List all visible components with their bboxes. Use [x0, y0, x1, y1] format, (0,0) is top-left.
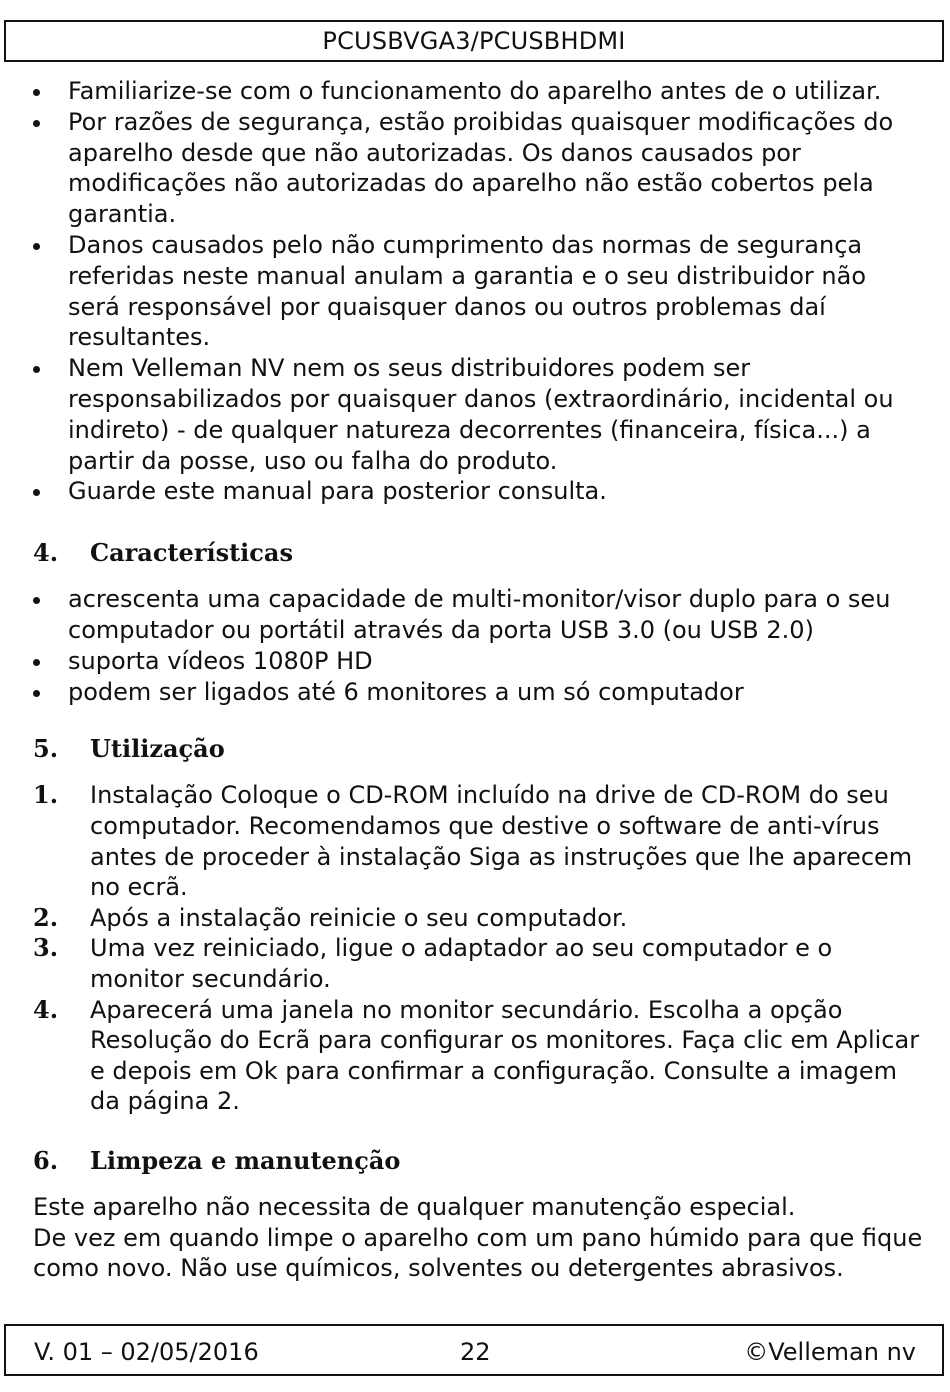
- section-heading-usage: 5. Utilização: [33, 734, 225, 764]
- bullet-icon: [33, 243, 40, 250]
- bullet-icon: [33, 366, 40, 373]
- bullet-icon: [33, 489, 40, 496]
- list-item: Guarde este manual para posterior consulta.: [33, 476, 923, 507]
- bullet-icon: [33, 120, 40, 127]
- usage-step-list: [33, 780, 923, 1117]
- list-item: Nem Velleman NV nem os seus distribuidores podem ser responsabilizados por quaisquer danos (extraordinário, incidental ou indireto) - de qualquer natureza decorrentes (financeira, física...) a partir da posse, uso ou falha do produto.: [33, 353, 923, 476]
- bullet-icon: [33, 89, 40, 96]
- list-item: suporta vídeos 1080P HD: [33, 646, 923, 677]
- bullet-icon: [33, 597, 40, 604]
- footer-version: V. 01 – 02/05/2016: [34, 1338, 259, 1366]
- features-bullet-list: [33, 584, 923, 707]
- list-item: Por razões de segurança, estão proibidas quaisquer modificações do aparelho desde que não autorizadas. Os danos causados por modificações não autorizadas do aparelho não estão cobertos pela garantia.: [33, 107, 923, 230]
- list-item: Danos causados pelo não cumprimento das normas de segurança referidas neste manual anulam a garantia e o seu distribuidor não será responsável por quaisquer danos ou outros problemas daí resultantes.: [33, 230, 923, 353]
- list-item: Familiarize-se com o funcionamento do aparelho antes de o utilizar.: [33, 76, 923, 107]
- list-item: 3. Uma vez reiniciado, ligue o adaptador ao seu computador e o monitor secundário.: [33, 933, 833, 993]
- page-number: 22: [460, 1338, 491, 1366]
- section-heading-maintenance: 6. Limpeza e manutenção: [33, 1145, 401, 1175]
- maintenance-text: Este aparelho não necessita de qualquer manutenção especial. De vez em quando limpe o aparelho com um pano húmido para que fique como novo. Não use químicos, solventes ou detergentes abrasivos.: [33, 1192, 923, 1283]
- list-item: 1. Instalação Coloque o CD-ROM incluído na drive de CD-ROM do seu computador. Recomendamos que destive o software de anti-vírus antes de proceder à instalação Siga as instruções que lhe aparecem no ecrã.: [33, 780, 913, 902]
- header-title: PCUSBVGA3/PCUSBHDMI: [322, 27, 626, 55]
- page-content: [33, 76, 923, 1284]
- list-item: podem ser ligados até 6 monitores a um só computador: [33, 677, 923, 708]
- section-heading-features: 4. Características: [33, 538, 293, 568]
- document-footer: [4, 1324, 944, 1376]
- list-item: 4. Aparecerá uma janela no monitor secundário. Escolha a opção Resolução do Ecrã para configurar os monitores. Faça clic em Aplicar e depois em Ok para confirmar a configuração. Consulte a imagem da página 2.: [33, 994, 920, 1116]
- safety-bullet-list: [33, 76, 923, 507]
- bullet-icon: [33, 690, 40, 697]
- footer-copyright: ©Velleman nv: [744, 1338, 916, 1366]
- list-item: 2. Após a instalação reinicie o seu computador.: [33, 902, 628, 932]
- document-header: [4, 20, 944, 62]
- list-item: acrescenta uma capacidade de multi-monitor/visor duplo para o seu computador ou portátil através da porta USB 3.0 (ou USB 2.0): [33, 584, 923, 646]
- bullet-icon: [33, 659, 40, 666]
